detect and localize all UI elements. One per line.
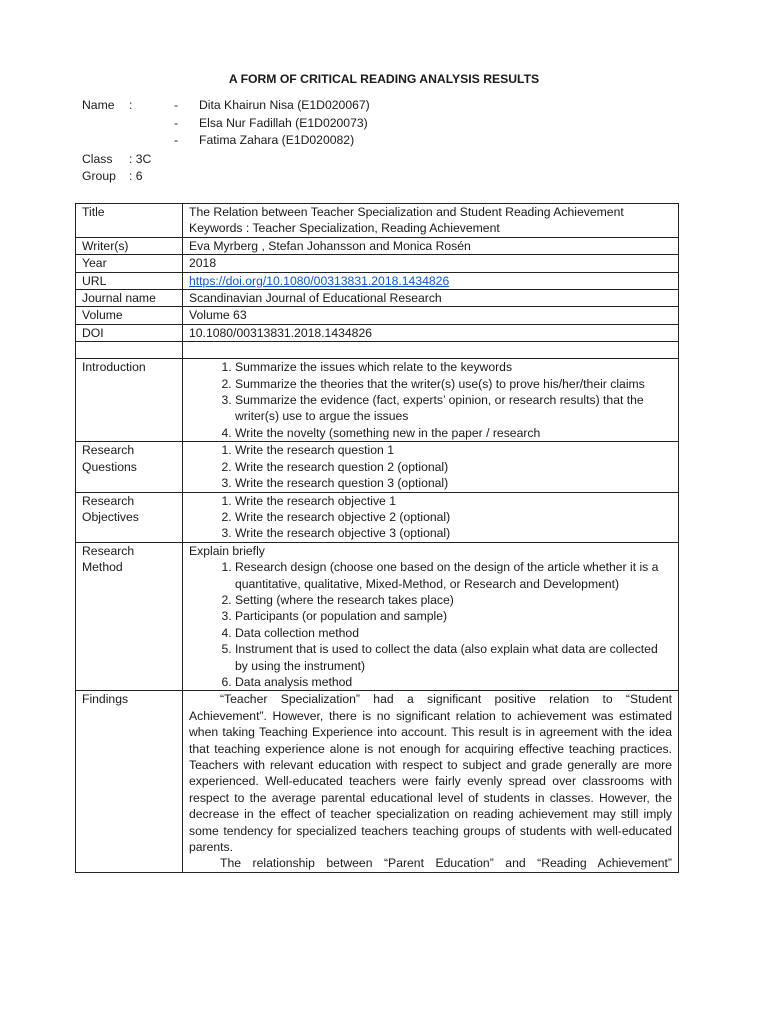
list-item: 1. Write the research objective 1 [235, 493, 672, 509]
bullet-dash: - [174, 133, 179, 147]
group-label: Group [82, 169, 116, 183]
research-questions-cell [183, 442, 679, 492]
research-objectives-list [189, 493, 672, 542]
list-item: 3. Write the research objective 3 (optional) [235, 525, 672, 541]
research-method-list [189, 559, 672, 690]
list-item: 4. Write the novelty (something new in the paper / research [235, 425, 672, 441]
title-label: Title [76, 204, 183, 238]
research-questions-list [189, 442, 672, 491]
research-method-row [76, 542, 679, 691]
list-item: 3. Participants (or population and sample) [235, 608, 672, 624]
list-item: 3. Summarize the evidence (fact, experts’ opinion, or research results) that the writer(s) use to argue the issues [235, 392, 672, 425]
student-info [82, 97, 682, 186]
title-cell [183, 204, 679, 238]
doi-value: 10.1080/00313831.2018.1434826 [183, 324, 679, 341]
research-method-intro: Explain briefly [189, 543, 265, 558]
title-row [76, 204, 679, 238]
name-row-2 [82, 115, 682, 133]
url-cell [183, 272, 679, 289]
year-row [76, 255, 679, 272]
empty-cell [76, 342, 183, 359]
member-name: Elsa Nur Fadillah (E1D020073) [199, 115, 368, 130]
research-objectives-row [76, 492, 679, 542]
findings-row [76, 691, 679, 872]
list-item: 2. Setting (where the research takes place) [235, 592, 672, 608]
name-label: Name [82, 98, 115, 112]
research-questions-label: Research Questions [76, 442, 183, 492]
volume-label: Volume [76, 307, 183, 324]
list-item: 1. Summarize the issues which relate to the keywords [235, 359, 672, 375]
introduction-label: Introduction [76, 359, 183, 442]
list-item: 2. Summarize the theories that the writer(s) use(s) to prove his/her/their claims [235, 376, 672, 392]
name-colon: : [129, 98, 133, 112]
findings-label: Findings [76, 691, 183, 872]
list-item: 2. Write the research question 2 (optional) [235, 459, 672, 475]
research-questions-row [76, 442, 679, 492]
group-row [82, 168, 682, 186]
volume-value: Volume 63 [183, 307, 679, 324]
introduction-cell [183, 359, 679, 442]
list-item: 6. Data analysis method [235, 674, 672, 690]
article-title: The Relation between Teacher Specialization and Student Reading Achievement [189, 205, 624, 219]
list-item: 3. Write the research question 3 (optional) [235, 475, 672, 491]
list-item: 5. Instrument that is used to collect the data (also explain what data are collected by using the instrument) [235, 641, 672, 674]
findings-paragraph: “Teacher Specialization” had a significant positive relation to “Student Achievement”. However, there is no significant relation to achievement was estimated when taking Teaching Experience into account. This result is in agreement with the idea that teaching experience alone is not enough for acquiring effective teaching practices. Teachers with relevant education with respect to subject and grade generally are more experienced. Well-educated teachers were fairly evenly spread over classrooms with respect to the average parental educational level of students in classes. However, the decrease in the effect of teacher specialization on reading achievement may still imply some tendency for specialized teachers teaching groups of students with well-educated parents. [189, 692, 672, 855]
journal-row [76, 290, 679, 307]
journal-value: Scandinavian Journal of Educational Research [183, 290, 679, 307]
writers-label: Writer(s) [76, 237, 183, 254]
class-label: Class [82, 151, 113, 166]
introduction-list [189, 359, 672, 441]
member-name: Fatima Zahara (E1D020082) [199, 133, 355, 147]
writers-value: Eva Myrberg , Stefan Johansson and Monica Rosén [183, 237, 679, 254]
bullet-dash: - [174, 115, 179, 130]
url-row [76, 272, 679, 289]
volume-row [76, 307, 679, 324]
research-objectives-cell [183, 492, 679, 542]
research-method-cell [183, 542, 679, 691]
list-item: 1. Write the research question 1 [235, 442, 672, 458]
findings-cell [183, 691, 679, 872]
writers-row [76, 237, 679, 254]
class-value: : 3C [129, 151, 152, 166]
list-item: 2. Write the research objective 2 (optional) [235, 509, 672, 525]
list-item: 1. Research design (choose one based on the design of the article whether it is a quantitative, qualitative, Mixed-Method, or Research and Development) [235, 559, 672, 592]
keywords: Keywords : Teacher Specialization, Reading Achievement [189, 221, 500, 236]
document-title: A FORM OF CRITICAL READING ANALYSIS RESULTS [228, 72, 540, 86]
analysis-table [75, 203, 679, 873]
introduction-row [76, 359, 679, 442]
name-row-1 [82, 97, 682, 115]
empty-row [76, 342, 679, 359]
research-method-label: Research Method [76, 542, 183, 691]
class-row [82, 151, 682, 169]
group-value: : 6 [129, 169, 143, 183]
research-objectives-label: Research Objectives [76, 492, 183, 542]
doi-row [76, 324, 679, 341]
doi-label: DOI [76, 324, 183, 341]
year-value: 2018 [183, 255, 679, 272]
member-name: Dita Khairun Nisa (E1D020067) [199, 98, 370, 112]
journal-label: Journal name [76, 290, 183, 307]
url-link[interactable]: https://doi.org/10.1080/00313831.2018.1434826 [189, 273, 450, 288]
findings-paragraph: The relationship between “Parent Education” and “Reading Achievement” [220, 856, 672, 871]
year-label: Year [76, 255, 183, 272]
bullet-dash: - [174, 98, 179, 112]
name-row-3 [82, 132, 682, 150]
empty-cell [183, 342, 679, 359]
url-label: URL [76, 272, 183, 289]
list-item: 4. Data collection method [235, 625, 672, 641]
